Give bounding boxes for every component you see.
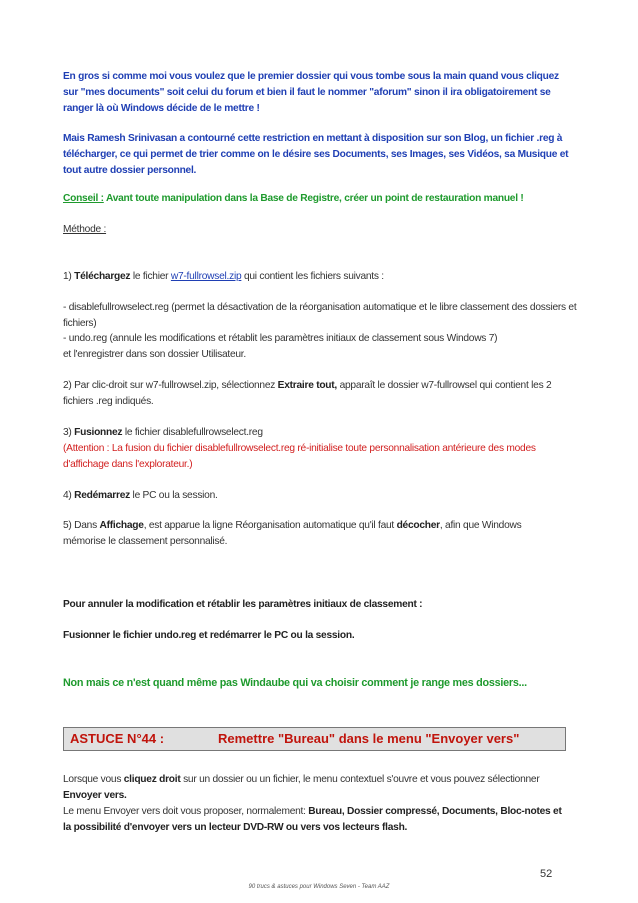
astuce-body-para-1: Lorsque vous cliquez droit sur un dossier ou un fichier, le menu contextuel s'ouvre et vous pouvez sélectionner Envoyer vers. bbox=[63, 774, 540, 801]
intro-paragraph: En gros si comme moi vous voulez que le premier dossier qui vous tombe sous la main quand vous cliquez sur "mes documents" soit celui du forum et bien il faut le nommer "aforum" sinon il ira obligatoirement se ranger là où Windows décide de le mettre ! bbox=[63, 71, 559, 114]
step-4-bold: Redémarrez bbox=[74, 490, 130, 501]
step-4: 4) Redémarrez le PC ou la session. bbox=[63, 490, 218, 501]
files-line-1: - disablefullrowselect.reg (permet la désactivation de la réorganisation automatique et le libre classement des dossiers et fichiers) bbox=[63, 302, 577, 329]
astuce-header-box bbox=[63, 727, 566, 751]
page-footer: 90 trucs & astuces pour Windows Seven - Team AAZ bbox=[248, 884, 390, 890]
page-number: 52 bbox=[540, 868, 553, 880]
step-2-bold: Extraire tout, bbox=[277, 380, 338, 391]
step-5-bold: Affichage bbox=[99, 520, 144, 531]
annuler-heading: Pour annuler la modification et rétablir les paramètres initiaux de classement : bbox=[63, 599, 423, 610]
step-5-bold-2: décocher bbox=[396, 520, 440, 531]
astuce-body-para-2: Le menu Envoyer vers doit vous proposer, normalement: Bureau, Dossier compressé, Documents, Bloc-notes et la possibilité d'envoyer vers un lecteur DVD-RW ou vers vos lecteurs flash. bbox=[63, 806, 562, 833]
ramesh-paragraph: Mais Ramesh Srinivasan a contourné cette restriction en mettant à disposition sur son Blog, un fichier .reg à télécharger, ce qui permet de trier comme on le désire ses Documents, ses Images, ses Vidéos, sa Musique et tout autre dossier personnel. bbox=[63, 133, 569, 176]
conseil-paragraph bbox=[63, 191, 524, 207]
methode-heading: Méthode : bbox=[63, 224, 107, 235]
astuce-number: ASTUCE N°44 : bbox=[70, 731, 165, 746]
step-5: 5) Dans Affichage, est apparue la ligne Réorganisation automatique qu'il faut décocher, afin que Windows mémorise le classement personnalisé. bbox=[63, 520, 522, 547]
astuce-title: Remettre "Bureau" dans le menu "Envoyer vers" bbox=[218, 731, 520, 746]
conseil-label: Conseil : bbox=[63, 193, 104, 204]
step-1: 1) Téléchargez le fichier w7-fullrowsel.zip qui contient les fichiers suivants : bbox=[63, 271, 384, 282]
closing-remark: Non mais ce n'est quand même pas Windaube qui va choisir comment je range mes dossiers... bbox=[63, 677, 527, 689]
step-3-bold: Fusionnez bbox=[74, 427, 123, 438]
zip-download-link[interactable]: w7-fullrowsel.zip bbox=[170, 271, 242, 282]
files-line-3: et l'enregistrer dans son dossier Utilisateur. bbox=[63, 349, 246, 360]
step-3-warning: (Attention : La fusion du fichier disablefullrowselect.reg ré-initialise toute personnalisation antérieure des modes d'affichage dans l'explorateur.) bbox=[63, 443, 536, 470]
fusionner-instruction: Fusionner le fichier undo.reg et redémarrer le PC ou la session. bbox=[63, 630, 355, 641]
step-2: 2) Par clic-droit sur w7-fullrowsel.zip, sélectionnez Extraire tout, apparaît le dossier w7-fullrowsel qui contient les 2 fichiers .reg indiqués. bbox=[63, 380, 552, 407]
conseil-text: Avant toute manipulation dans la Base de Registre, créer un point de restauration manuel ! bbox=[103, 193, 524, 204]
step-1-bold: Téléchargez bbox=[74, 271, 131, 282]
step-3: 3) Fusionnez le fichier disablefullrowselect.reg bbox=[63, 427, 263, 438]
files-line-2: - undo.reg (annule les modifications et rétablit les paramètres initiaux de classement sous Windows 7) bbox=[63, 333, 498, 344]
